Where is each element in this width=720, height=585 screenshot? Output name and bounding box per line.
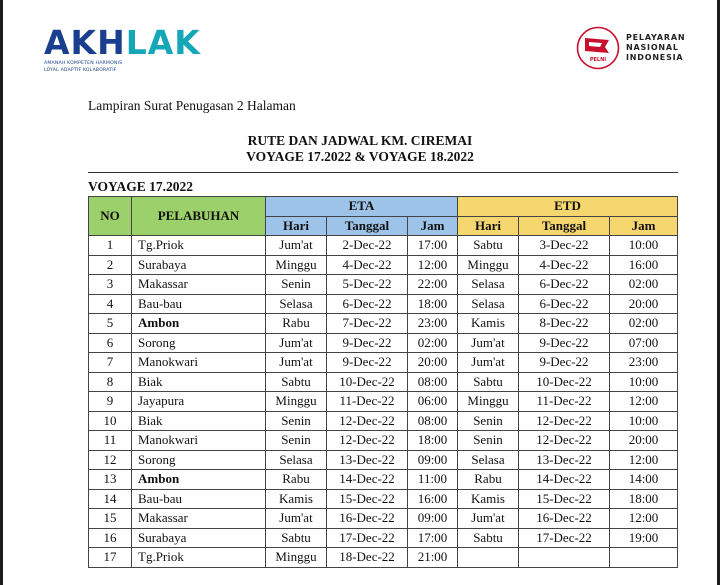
cell-no: 15	[89, 509, 132, 529]
cell-etd-date: 11-Dec-22	[519, 392, 610, 412]
cell-eta-time: 12:00	[408, 255, 458, 275]
cell-no: 5	[89, 314, 132, 334]
cell-port: Manokwari	[132, 431, 266, 451]
cell-etd-time: 23:00	[610, 353, 678, 373]
cell-etd-date: 16-Dec-22	[519, 509, 610, 529]
cell-port: Biak	[132, 411, 266, 431]
pelni-name	[626, 33, 685, 63]
cell-eta-day: Senin	[266, 275, 327, 295]
akhlak-tagline-2: LOYAL ADAPTIF KOLABORATIF	[44, 68, 117, 73]
cell-eta-time: 09:00	[408, 450, 458, 470]
cell-eta-date: 5-Dec-22	[327, 275, 408, 295]
cell-etd-time: 14:00	[610, 470, 678, 490]
table-row	[89, 294, 678, 314]
cell-port: Ambon	[132, 470, 266, 490]
cell-eta-day: Senin	[266, 411, 327, 431]
table-row	[89, 314, 678, 334]
cell-etd-time: 12:00	[610, 392, 678, 412]
akhlak-word-part-b: LAK	[125, 23, 201, 62]
lampiran-text: Lampiran Surat Penugasan 2 Halaman	[88, 98, 296, 113]
cell-eta-date: 13-Dec-22	[327, 450, 408, 470]
header-etd: ETD	[458, 197, 678, 217]
cell-eta-time: 11:00	[408, 470, 458, 490]
header-etd-tanggal: Tanggal	[519, 216, 610, 236]
cell-port: Manokwari	[132, 353, 266, 373]
cell-no: 14	[89, 489, 132, 509]
table-row	[89, 528, 678, 548]
cell-etd-day: Selasa	[458, 275, 519, 295]
cell-eta-date: 9-Dec-22	[327, 333, 408, 353]
cell-no: 8	[89, 372, 132, 392]
cell-eta-date: 10-Dec-22	[327, 372, 408, 392]
cell-eta-time: 20:00	[408, 353, 458, 373]
cell-etd-date: 6-Dec-22	[519, 294, 610, 314]
cell-etd-time: 20:00	[610, 431, 678, 451]
cell-etd-time: 07:00	[610, 333, 678, 353]
cell-etd-date: 6-Dec-22	[519, 275, 610, 295]
pelni-name-line-2: NASIONAL	[626, 43, 679, 52]
cell-etd-date: 3-Dec-22	[519, 236, 610, 256]
cell-eta-day: Sabtu	[266, 372, 327, 392]
cell-etd-time: 10:00	[610, 411, 678, 431]
cell-eta-time: 21:00	[408, 548, 458, 568]
cell-port: Bau-bau	[132, 489, 266, 509]
cell-port: Ambon	[132, 314, 266, 334]
cell-no: 6	[89, 333, 132, 353]
cell-eta-day: Minggu	[266, 255, 327, 275]
akhlak-wordmark	[44, 23, 201, 62]
cell-no: 7	[89, 353, 132, 373]
cell-etd-time: 19:00	[610, 528, 678, 548]
cell-etd-day: Sabtu	[458, 372, 519, 392]
header-etd-hari: Hari	[458, 216, 519, 236]
cell-etd-day: Sabtu	[458, 528, 519, 548]
cell-etd-date: 17-Dec-22	[519, 528, 610, 548]
cell-etd-date: 13-Dec-22	[519, 450, 610, 470]
cell-port: Tg.Priok	[132, 236, 266, 256]
cell-etd-date: 10-Dec-22	[519, 372, 610, 392]
table-row	[89, 392, 678, 412]
cell-etd-date: 14-Dec-22	[519, 470, 610, 490]
cell-no: 16	[89, 528, 132, 548]
cell-eta-time: 18:00	[408, 294, 458, 314]
cell-eta-time: 17:00	[408, 236, 458, 256]
header-eta-hari: Hari	[266, 216, 327, 236]
cell-no: 12	[89, 450, 132, 470]
table-row	[89, 353, 678, 373]
cell-no: 17	[89, 548, 132, 568]
cell-etd-time: 12:00	[610, 450, 678, 470]
cell-etd-date: 12-Dec-22	[519, 411, 610, 431]
cell-etd-day: Senin	[458, 431, 519, 451]
header-eta: ETA	[266, 197, 458, 217]
cell-port: Sorong	[132, 450, 266, 470]
akhlak-word-part-a: AKH	[44, 23, 126, 62]
cell-no: 10	[89, 411, 132, 431]
cell-etd-time	[610, 548, 678, 568]
table-row	[89, 333, 678, 353]
cell-eta-day: Jum'at	[266, 353, 327, 373]
table-row	[89, 255, 678, 275]
cell-etd-date: 8-Dec-22	[519, 314, 610, 334]
document-subtitle: VOYAGE 17.2022 & VOYAGE 18.2022	[246, 149, 474, 164]
cell-no: 4	[89, 294, 132, 314]
cell-eta-date: 18-Dec-22	[327, 548, 408, 568]
cell-no: 9	[89, 392, 132, 412]
table-row	[89, 489, 678, 509]
akhlak-logo	[44, 23, 201, 74]
header-pelabuhan: PELABUHAN	[132, 197, 266, 236]
cell-port: Makassar	[132, 275, 266, 295]
page-frame-left	[0, 0, 3, 585]
cell-eta-date: 6-Dec-22	[327, 294, 408, 314]
cell-eta-day: Jum'at	[266, 509, 327, 529]
cell-etd-time: 10:00	[610, 236, 678, 256]
cell-eta-time: 06:00	[408, 392, 458, 412]
table-row	[89, 431, 678, 451]
header-eta-tanggal: Tanggal	[327, 216, 408, 236]
cell-no: 11	[89, 431, 132, 451]
akhlak-tagline-1: AMANAH KOMPETEN HARMONIS	[44, 61, 123, 66]
cell-eta-day: Rabu	[266, 314, 327, 334]
pelni-emblem-icon	[576, 26, 620, 70]
cell-etd-day: Senin	[458, 411, 519, 431]
table-row	[89, 509, 678, 529]
cell-eta-day: Minggu	[266, 548, 327, 568]
cell-etd-day: Selasa	[458, 450, 519, 470]
voyage-label: VOYAGE 17.2022	[88, 179, 193, 194]
cell-etd-day: Jum'at	[458, 353, 519, 373]
cell-etd-day	[458, 548, 519, 568]
pelni-name-line-3: INDONESIA	[626, 53, 684, 62]
cell-etd-time: 20:00	[610, 294, 678, 314]
header-eta-jam: Jam	[408, 216, 458, 236]
cell-eta-date: 16-Dec-22	[327, 509, 408, 529]
cell-port: Biak	[132, 372, 266, 392]
cell-eta-time: 17:00	[408, 528, 458, 548]
cell-eta-day: Selasa	[266, 294, 327, 314]
pelni-name-line-1: PELAYARAN	[626, 33, 686, 42]
cell-eta-date: 11-Dec-22	[327, 392, 408, 412]
cell-eta-date: 7-Dec-22	[327, 314, 408, 334]
table-row	[89, 411, 678, 431]
cell-etd-day: Minggu	[458, 255, 519, 275]
cell-etd-date: 15-Dec-22	[519, 489, 610, 509]
cell-etd-day: Rabu	[458, 470, 519, 490]
cell-eta-time: 18:00	[408, 431, 458, 451]
cell-eta-day: Sabtu	[266, 528, 327, 548]
table-row	[89, 450, 678, 470]
cell-eta-date: 2-Dec-22	[327, 236, 408, 256]
cell-etd-time: 12:00	[610, 509, 678, 529]
cell-eta-time: 09:00	[408, 509, 458, 529]
cell-etd-day: Kamis	[458, 314, 519, 334]
cell-port: Bau-bau	[132, 294, 266, 314]
cell-etd-time: 16:00	[610, 255, 678, 275]
cell-eta-time: 23:00	[408, 314, 458, 334]
cell-eta-date: 14-Dec-22	[327, 470, 408, 490]
cell-eta-day: Minggu	[266, 392, 327, 412]
header-no: NO	[89, 197, 132, 236]
cell-eta-date: 17-Dec-22	[327, 528, 408, 548]
table-row	[89, 275, 678, 295]
cell-etd-day: Jum'at	[458, 509, 519, 529]
cell-etd-date	[519, 548, 610, 568]
cell-eta-day: Rabu	[266, 470, 327, 490]
cell-etd-day: Sabtu	[458, 236, 519, 256]
cell-eta-time: 22:00	[408, 275, 458, 295]
table-row	[89, 372, 678, 392]
cell-etd-day: Selasa	[458, 294, 519, 314]
cell-eta-date: 15-Dec-22	[327, 489, 408, 509]
cell-eta-time: 08:00	[408, 372, 458, 392]
table-row	[89, 470, 678, 490]
cell-no: 13	[89, 470, 132, 490]
cell-eta-day: Kamis	[266, 489, 327, 509]
cell-etd-date: 9-Dec-22	[519, 333, 610, 353]
table-row	[89, 236, 678, 256]
cell-eta-day: Senin	[266, 431, 327, 451]
pelni-emblem-text: PELNI	[589, 57, 607, 63]
schedule-table	[88, 196, 678, 568]
table-row	[89, 548, 678, 568]
cell-etd-time: 02:00	[610, 275, 678, 295]
cell-no: 1	[89, 236, 132, 256]
cell-etd-date: 12-Dec-22	[519, 431, 610, 451]
document-title: RUTE DAN JADWAL KM. CIREMAI	[247, 133, 473, 148]
cell-eta-date: 12-Dec-22	[327, 431, 408, 451]
cell-etd-date: 4-Dec-22	[519, 255, 610, 275]
cell-eta-date: 9-Dec-22	[327, 353, 408, 373]
cell-etd-day: Minggu	[458, 392, 519, 412]
cell-etd-day: Jum'at	[458, 333, 519, 353]
cell-eta-day: Jum'at	[266, 333, 327, 353]
header-etd-jam: Jam	[610, 216, 678, 236]
cell-port: Tg.Priok	[132, 548, 266, 568]
cell-port: Makassar	[132, 509, 266, 529]
cell-no: 3	[89, 275, 132, 295]
cell-etd-day: Kamis	[458, 489, 519, 509]
cell-etd-time: 18:00	[610, 489, 678, 509]
title-divider	[88, 172, 678, 173]
cell-eta-time: 02:00	[408, 333, 458, 353]
cell-port: Surabaya	[132, 528, 266, 548]
cell-eta-time: 08:00	[408, 411, 458, 431]
cell-eta-day: Jum'at	[266, 236, 327, 256]
pelni-logo	[576, 26, 685, 70]
cell-port: Surabaya	[132, 255, 266, 275]
cell-eta-date: 4-Dec-22	[327, 255, 408, 275]
cell-eta-date: 12-Dec-22	[327, 411, 408, 431]
cell-etd-date: 9-Dec-22	[519, 353, 610, 373]
cell-etd-time: 02:00	[610, 314, 678, 334]
cell-etd-time: 10:00	[610, 372, 678, 392]
cell-port: Jayapura	[132, 392, 266, 412]
cell-port: Sorong	[132, 333, 266, 353]
cell-eta-day: Selasa	[266, 450, 327, 470]
cell-eta-time: 16:00	[408, 489, 458, 509]
cell-no: 2	[89, 255, 132, 275]
